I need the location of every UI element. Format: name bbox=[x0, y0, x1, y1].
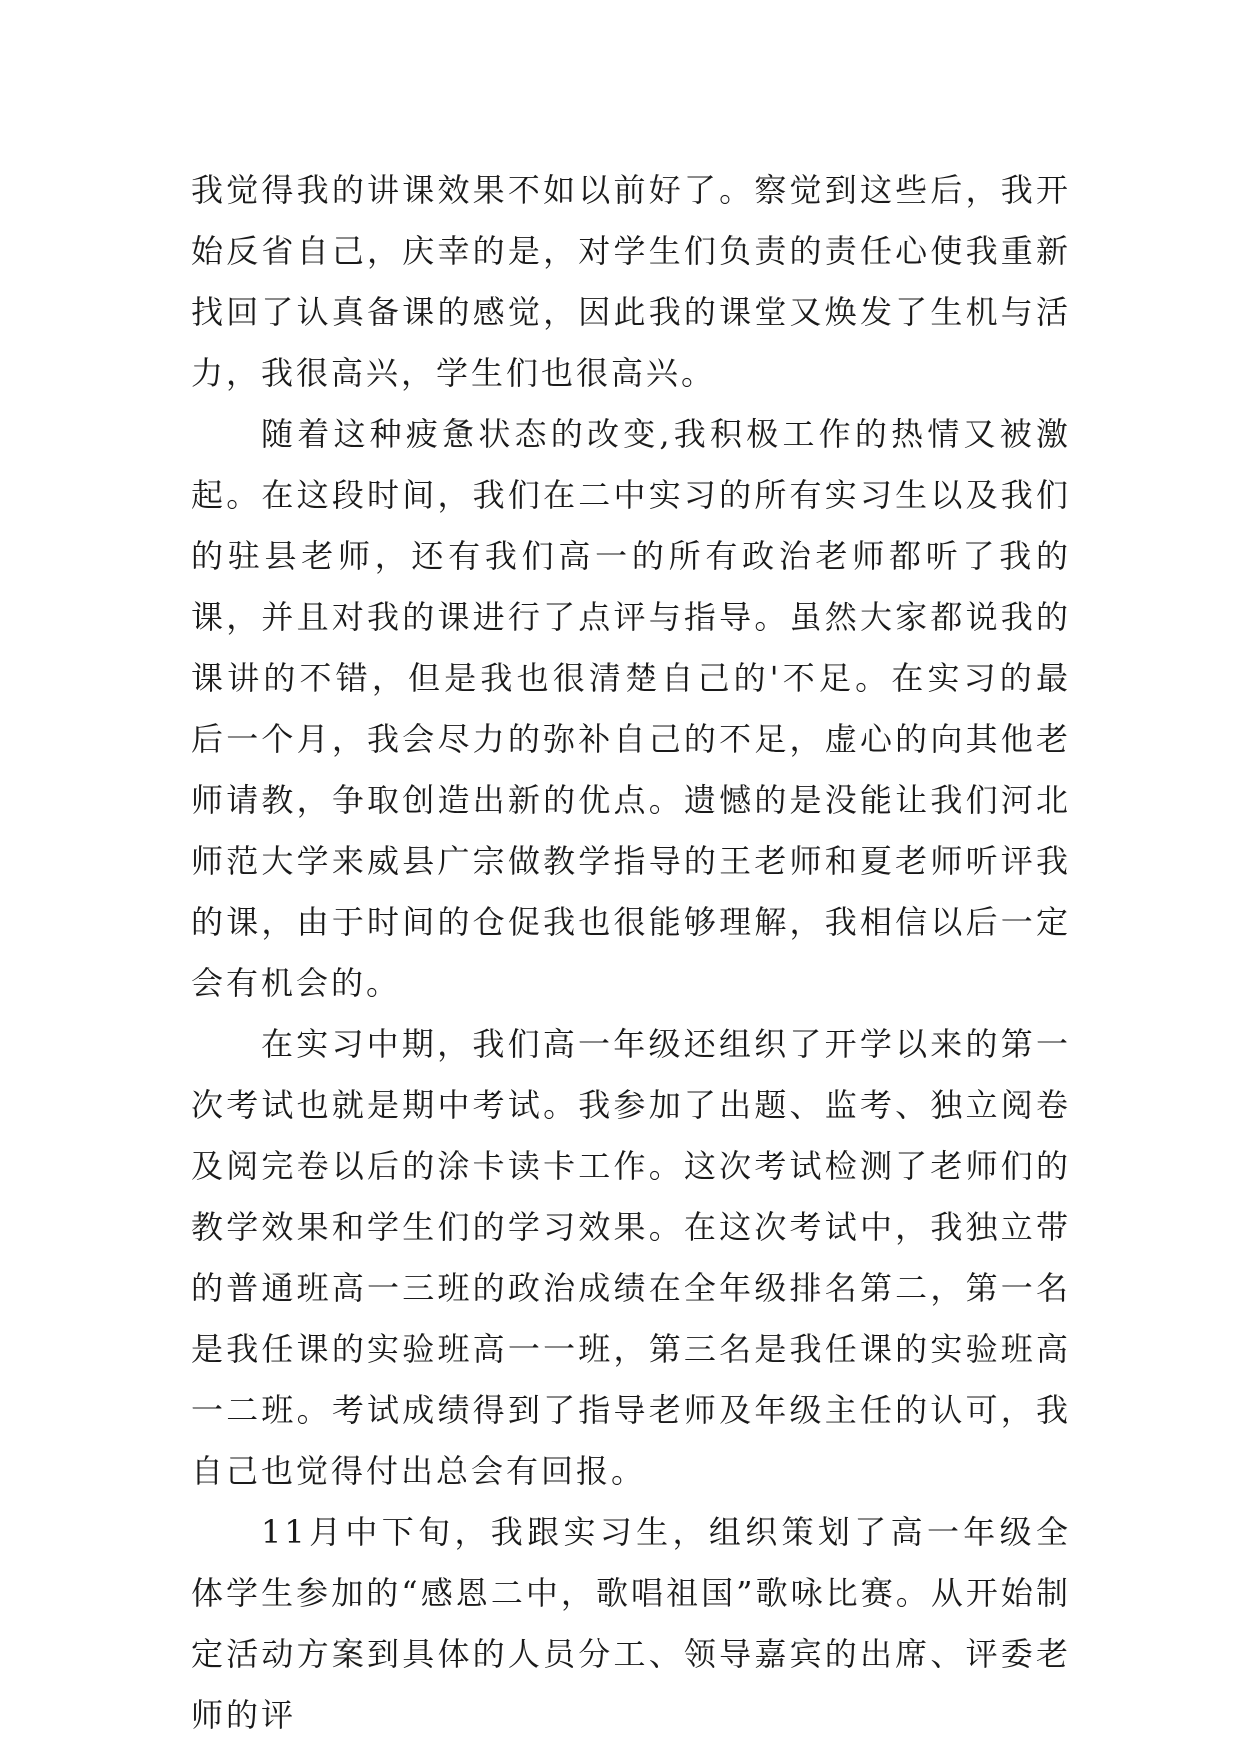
body-text bbox=[191, 160, 1071, 1746]
paragraph-1: 我觉得我的讲课效果不如以前好了。察觉到这些后，我开始反省自己，庆幸的是，对学生们负责的责任心使我重新找回了认真备课的感觉，因此我的课堂又焕发了生机与活力，我很高兴，学生们也很高兴。 bbox=[191, 171, 1071, 392]
paragraph-2: 随着这种疲惫状态的改变,我积极工作的热情又被激起。在这段时间，我们在二中实习的所有实习生以及我们的驻县老师，还有我们高一的所有政治老师都听了我的课，并且对我的课进行了点评与指导。虽然大家都说我的课讲的不错，但是我也很清楚自己的'不足。在实习的最后一个月，我会尽力的弥补自己的不足，虚心的向其他老师请教，争取创造出新的优点。遗憾的是没能让我们河北师范大学来威县广宗做教学指导的王老师和夏老师听评我的课，由于时间的仓促我也很能够理解，我相信以后一定会有机会的。 bbox=[191, 415, 1071, 1002]
paragraph-3: 在实习中期，我们高一年级还组织了开学以来的第一次考试也就是期中考试。我参加了出题、监考、独立阅卷及阅完卷以后的涂卡读卡工作。这次考试检测了老师们的教学效果和学生们的学习效果。在这次考试中，我独立带的普通班高一三班的政治成绩在全年级排名第二，第一名是我任课的实验班高一一班，第三名是我任课的实验班高一二班。考试成绩得到了指导老师及年级主任的认可，我自己也觉得付出总会有回报。 bbox=[191, 1025, 1071, 1490]
paragraph-4: 11月中下旬，我跟实习生，组织策划了高一年级全体学生参加的“感恩二中，歌唱祖国”歌咏比赛。从开始制定活动方案到具体的人员分工、领导嘉宾的出席、评委老师的评 bbox=[191, 1513, 1071, 1734]
